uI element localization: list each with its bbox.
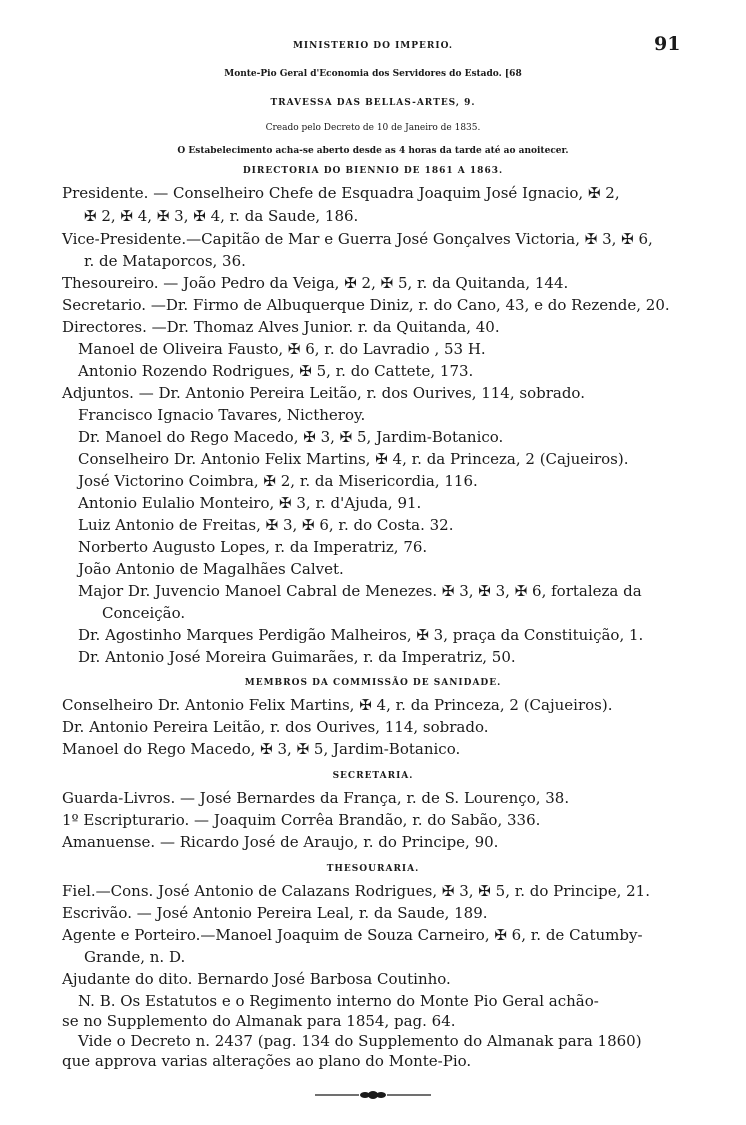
adjuntos-line: Adjuntos. — Dr. Antonio Pereira Leitão, r. dos Ourives, 114, sobrado.	[62, 384, 585, 402]
adjunto-line: Dr. Agostinho Marques Perdigão Malheiros, ✠ 3, praça da Constituição, 1.	[78, 626, 644, 644]
secretaria-line: Amanuense. — Ricardo José de Araujo, r. do Principe, 90.	[62, 833, 499, 851]
note-line: que approva varias alterações ao plano do Monte-Pio.	[62, 1052, 472, 1070]
adjunto-line: Conselheiro Dr. Antonio Felix Martins, ✠ 4, r. da Princeza, 2 (Cajueiros).	[78, 450, 629, 468]
adjunto-line: Francisco Ignacio Tavares, Nictheroy.	[78, 406, 366, 424]
note-line: Vide o Decreto n. 2437 (pag. 134 do Supplemento do Almanak para 1860)	[78, 1032, 642, 1050]
adjunto-line: Norberto Augusto Lopes, r. da Imperatriz, 76.	[78, 538, 428, 556]
page-header-title: MINISTERIO DO IMPERIO.	[292, 41, 454, 51]
decree-line: Creado pelo Decreto de 10 de Janeiro de 1835.	[265, 123, 481, 133]
adjunto-line: Major Dr. Juvencio Manoel Cabral de Menezes. ✠ 3, ✠ 3, ✠ 6, fortaleza da	[78, 582, 642, 600]
vice-presidente-line-cont: r. de Mataporcos, 36.	[84, 252, 246, 270]
commissao-member: Dr. Antonio Pereira Leitão, r. dos Ourives, 114, sobrado.	[62, 718, 489, 736]
secretaria-heading: SECRETARIA.	[332, 771, 414, 781]
director-line: Manoel de Oliveira Fausto, ✠ 6, r. do Lavradio , 53 H.	[78, 340, 486, 358]
adjunto-line: João Antonio de Magalhães Calvet.	[78, 560, 344, 578]
directorate-heading: DIRECTORIA DO BIENNIO DE 1861 A 1863.	[242, 166, 504, 176]
director-line: Antonio Rozendo Rodrigues, ✠ 5, r. do Cattete, 173.	[78, 362, 474, 380]
institution-title: Monte-Pio Geral d'Economia dos Servidores do Estado. [68	[224, 69, 522, 79]
thesouraria-line: Escrivão. — José Antonio Pereira Leal, r. da Saude, 189.	[62, 904, 488, 922]
adjunto-line-cont: Conceição.	[102, 604, 186, 622]
note-line: se no Supplemento do Almanak para 1854, pag. 64.	[62, 1012, 456, 1030]
secretaria-line: 1º Escripturario. — Joaquim Corrêa Brandão, r. do Sabão, 336.	[62, 811, 541, 829]
secretaria-line: Guarda-Livros. — José Bernardes da França, r. de S. Lourenço, 38.	[62, 789, 570, 807]
adjunto-line: Dr. Manoel do Rego Macedo, ✠ 3, ✠ 5, Jardim-Botanico.	[78, 428, 504, 446]
page-number: 91	[654, 33, 681, 55]
thesoureiro-line: Thesoureiro. — João Pedro da Veiga, ✠ 2, ✠ 5, r. da Quitanda, 144.	[62, 274, 569, 292]
directores-line: Directores. —Dr. Thomaz Alves Junior. r. da Quitanda, 40.	[62, 318, 500, 336]
ornament-divider-icon	[313, 1088, 433, 1102]
adjunto-line: Dr. Antonio José Moreira Guimarães, r. da Imperatriz, 50.	[78, 648, 516, 666]
adjunto-line: Luiz Antonio de Freitas, ✠ 3, ✠ 6, r. do Costa. 32.	[78, 516, 454, 534]
vice-presidente-line: Vice-Presidente.—Capitão de Mar e Guerra José Gonçalves Victoria, ✠ 3, ✠ 6,	[62, 230, 653, 248]
commissao-member: Manoel do Rego Macedo, ✠ 3, ✠ 5, Jardim-Botanico.	[62, 740, 461, 758]
adjunto-line: José Victorino Coimbra, ✠ 2, r. da Misericordia, 116.	[78, 472, 478, 490]
thesouraria-line: Agente e Porteiro.—Manoel Joaquim de Souza Carneiro, ✠ 6, r. de Catumby-	[62, 926, 643, 944]
secretario-line: Secretario. —Dr. Firmo de Albuquerque Diniz, r. do Cano, 43, e do Rezende, 20.	[62, 296, 670, 314]
opening-hours: O Estabelecimento acha-se aberto desde as 4 horas da tarde até ao anoitecer.	[177, 146, 569, 156]
thesouraria-line: Fiel.—Cons. José Antonio de Calazans Rodrigues, ✠ 3, ✠ 5, r. do Principe, 21.	[62, 882, 650, 900]
thesouraria-heading: THESOURARIA.	[326, 864, 420, 874]
commissao-heading: MEMBROS DA COMMISSÃO DE SANIDADE.	[244, 678, 502, 688]
address-line: TRAVESSA DAS BELLAS-ARTES, 9.	[270, 98, 476, 108]
commissao-member: Conselheiro Dr. Antonio Felix Martins, ✠ 4, r. da Princeza, 2 (Cajueiros).	[62, 696, 613, 714]
thesouraria-line-cont: Grande, n. D.	[84, 948, 186, 966]
presidente-line: Presidente. — Conselheiro Chefe de Esquadra Joaquim José Ignacio, ✠ 2,	[62, 184, 620, 202]
presidente-line-cont: ✠ 2, ✠ 4, ✠ 3, ✠ 4, r. da Saude, 186.	[84, 207, 359, 225]
thesouraria-line: Ajudante do dito. Bernardo José Barbosa Coutinho.	[62, 970, 451, 988]
adjunto-line: Antonio Eulalio Monteiro, ✠ 3, r. d'Ajuda, 91.	[78, 494, 422, 512]
note-line: N. B. Os Estatutos e o Regimento interno do Monte Pio Geral achão-	[78, 992, 599, 1010]
